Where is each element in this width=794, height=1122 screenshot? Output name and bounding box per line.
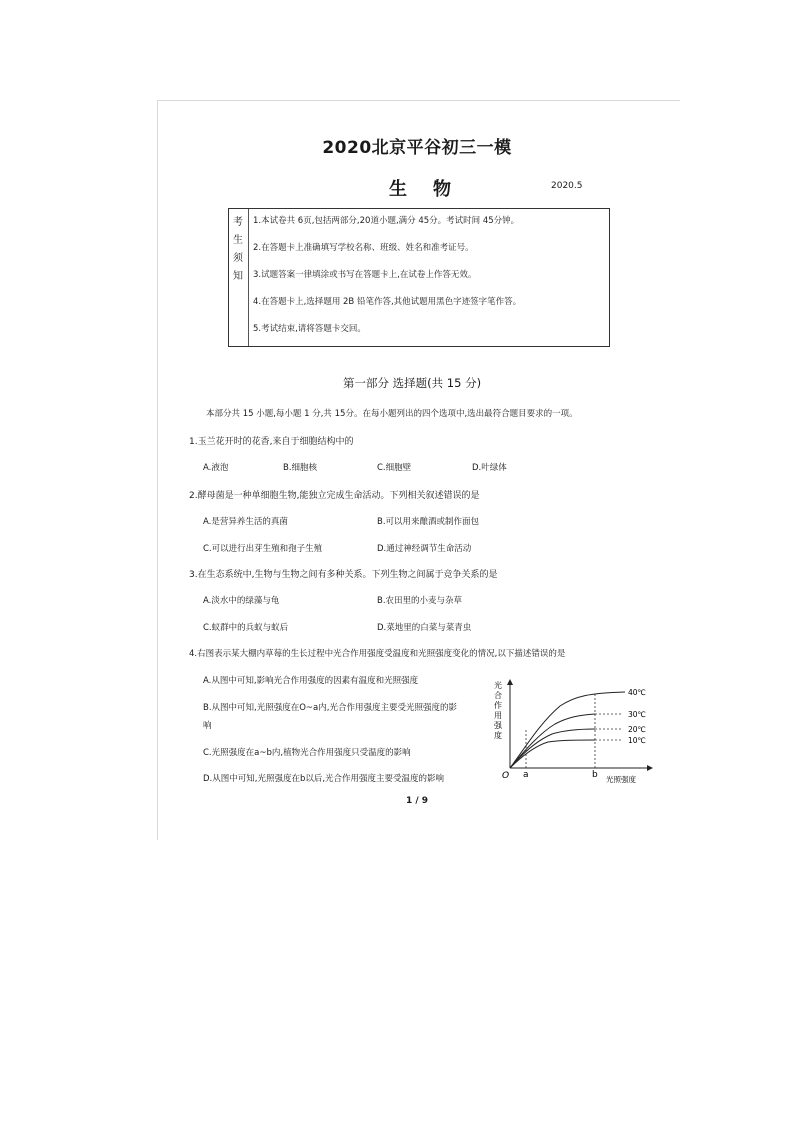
notice-item: 5.考试结束,请将答题卡交回。 bbox=[253, 324, 366, 334]
notice-label-char: 须 bbox=[233, 253, 243, 264]
question-stem: 1.玉兰花开时的花香,来自于细胞结构中的 bbox=[189, 437, 354, 447]
notice-label-char: 生 bbox=[233, 235, 243, 246]
curve-label-30c: 30℃ bbox=[628, 710, 646, 719]
question-option: B.可以用来酿酒或制作面包 bbox=[377, 517, 480, 527]
y-axis-label-char: 度 bbox=[494, 731, 502, 740]
curve-20c bbox=[510, 729, 595, 768]
question-option: C.光照强度在a~b内,植物光合作用强度只受温度的影响 bbox=[203, 748, 411, 758]
curve-label-10c: 10℃ bbox=[628, 736, 646, 745]
question-option: C.蚁群中的兵蚁与蚁后 bbox=[203, 623, 289, 633]
curve-label-20c: 20℃ bbox=[628, 725, 646, 734]
question-option: A.从图中可知,影响光合作用强度的因素有温度和光照强度 bbox=[203, 676, 419, 686]
question-option: B.农田里的小麦与杂草 bbox=[377, 596, 463, 606]
question-option: D.叶绿体 bbox=[472, 463, 507, 473]
exam-date: 2020.5 bbox=[551, 181, 583, 191]
curve-40c bbox=[510, 692, 625, 768]
notice-item: 4.在答题卡上,选择题用 2B 铅笔作答,其他试题用黑色字迹签字笔作答。 bbox=[253, 297, 522, 307]
question-option: B.从图中可知,光照强度在O~a内,光合作用强度主要受光照强度的影 bbox=[203, 703, 457, 713]
question-stem: 3.在生态系统中,生物与生物之间有多种关系。下列生物之间属于竞争关系的是 bbox=[189, 570, 498, 580]
page-number: 1 / 9 bbox=[405, 796, 429, 806]
y-axis-label-char: 作 bbox=[494, 701, 502, 710]
origin-label: O bbox=[502, 771, 510, 781]
question-stem: 4.右图表示某大棚内草莓的生长过程中光合作用强度受温度和光照强度变化的情况,以下描述错误的是 bbox=[189, 649, 566, 659]
y-axis-label-char: 用 bbox=[494, 711, 502, 720]
notice-label-char: 知 bbox=[233, 271, 243, 282]
question-option-continuation: 响 bbox=[203, 721, 212, 731]
notice-box bbox=[228, 208, 610, 347]
subject-title: 生物 bbox=[389, 179, 477, 200]
question-option: A.淡水中的绿藻与龟 bbox=[203, 596, 280, 606]
y-axis-label-char: 合 bbox=[494, 691, 502, 700]
question-option: D.通过神经调节生命活动 bbox=[377, 544, 472, 554]
question-option: A.液泡 bbox=[203, 463, 229, 473]
page-border-top bbox=[157, 100, 680, 101]
x-tick-a: a bbox=[523, 770, 529, 780]
question-option: D.菜地里的白菜与菜青虫 bbox=[377, 623, 472, 633]
question-option: D.从图中可知,光照强度在b以后,光合作用强度主要受温度的影响 bbox=[203, 774, 445, 784]
notice-label-column bbox=[229, 209, 249, 346]
question-option: C.可以进行出芽生殖和孢子生殖 bbox=[203, 544, 323, 554]
photosynthesis-figure bbox=[490, 678, 660, 788]
question-option: C.细胞壁 bbox=[377, 463, 412, 473]
notice-label-char: 考 bbox=[233, 217, 243, 228]
section-title: 第一部分 选择题(共 15 分) bbox=[343, 376, 482, 390]
question-option: A.是营异养生活的真菌 bbox=[203, 517, 288, 527]
question-stem: 2.酵母菌是一种单细胞生物,能独立完成生命活动。下列相关叙述错误的是 bbox=[189, 491, 480, 501]
notice-item: 2.在答题卡上准确填写学校名称、班级、姓名和准考证号。 bbox=[253, 243, 474, 253]
notice-item: 3.试题答案一律填涂或书写在答题卡上,在试卷上作答无效。 bbox=[253, 270, 477, 280]
section-intro: 本部分共 15 小题,每小题 1 分,共 15分。在每小题列出的四个选项中,选出最符合题目要求的一项。 bbox=[206, 409, 578, 419]
exam-title: 2020北京平谷初三一模 bbox=[322, 138, 512, 158]
y-axis-label-char: 强 bbox=[494, 721, 502, 730]
page-border-left bbox=[157, 100, 158, 840]
question-option: B.细胞核 bbox=[283, 463, 318, 473]
x-tick-b: b bbox=[592, 770, 598, 780]
y-axis-label-char: 光 bbox=[494, 681, 502, 690]
curve-label-40c: 40℃ bbox=[628, 688, 646, 697]
notice-item: 1.本试卷共 6页,包括两部分,20道小题,满分 45分。考试时间 45分钟。 bbox=[253, 216, 520, 226]
x-axis-label: 光照强度 bbox=[606, 775, 636, 784]
